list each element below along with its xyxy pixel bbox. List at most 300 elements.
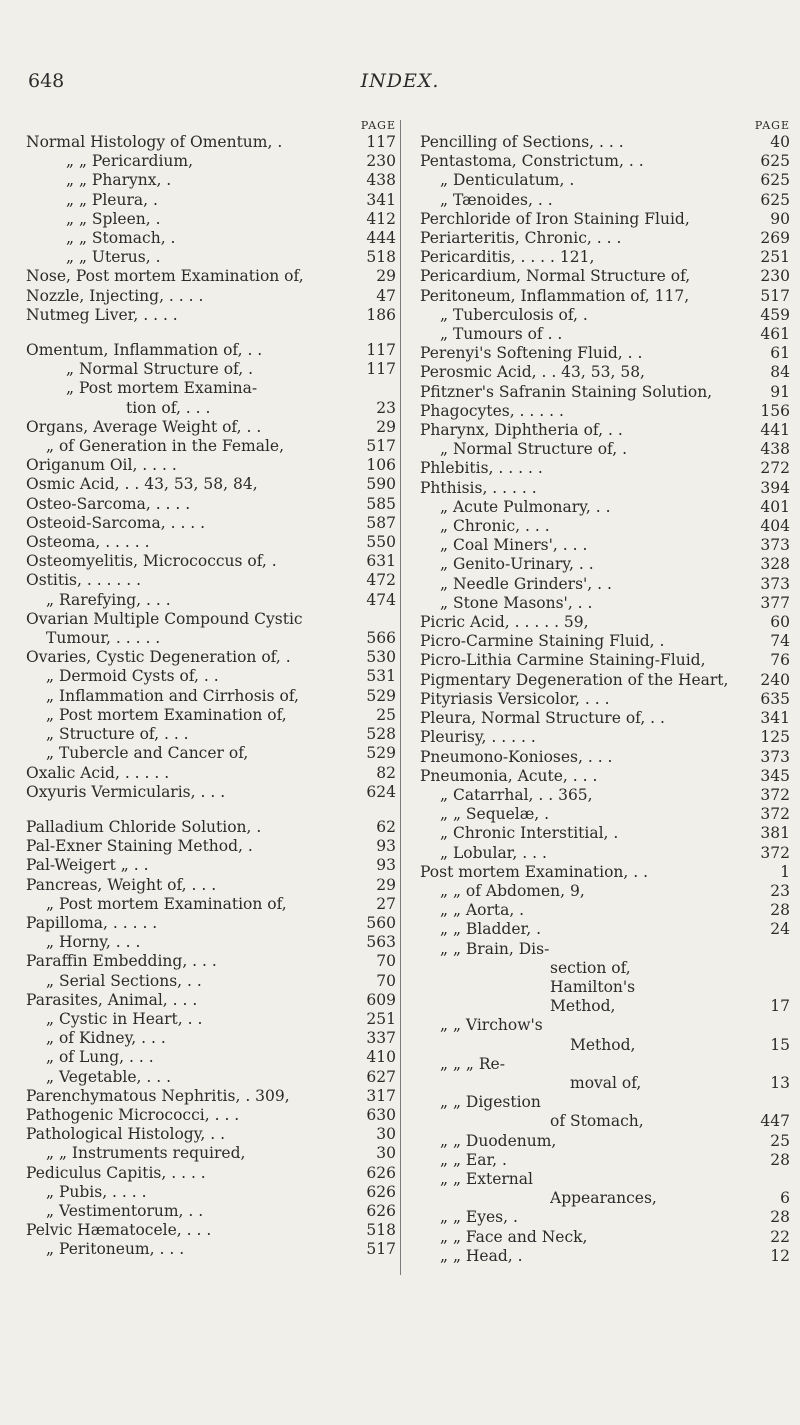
entry-page: 28 <box>770 1150 790 1169</box>
index-entry <box>420 383 790 402</box>
index-entry <box>26 1164 396 1183</box>
index-entry <box>26 287 396 306</box>
index-entry <box>26 171 396 190</box>
index-entry <box>420 229 790 248</box>
entry-text: „ „ Digestion <box>440 1093 541 1112</box>
entry-text: Pathogenic Micrococci, . . . <box>26 1105 240 1124</box>
entry-text: „ Cystic in Heart, . . <box>46 1009 203 1028</box>
index-entry <box>26 191 396 210</box>
entry-text: „ „ Instruments required, <box>46 1144 246 1163</box>
entry-text: Post mortem Examination, . . <box>420 862 649 881</box>
entry-text: Perchloride of Iron Staining Fluid, <box>420 209 690 228</box>
index-entry <box>26 706 396 725</box>
entry-page: 401 <box>760 497 790 516</box>
index-entry <box>26 764 396 783</box>
index-entry <box>420 536 790 555</box>
entry-page: 6 <box>780 1189 790 1208</box>
entry-page: 70 <box>376 971 396 990</box>
entry-page: 517 <box>366 1240 396 1259</box>
index-entry <box>26 856 396 875</box>
entry-page: 531 <box>366 667 396 686</box>
index-entry <box>420 1112 790 1131</box>
entry-page: 29 <box>376 417 396 436</box>
entry-text: Oxalic Acid, . . . . . <box>26 763 170 782</box>
index-entry <box>26 437 396 456</box>
right-entries <box>420 133 790 1266</box>
entry-text: Tumour, . . . . . <box>46 629 161 648</box>
entry-page: 373 <box>760 747 790 766</box>
entry-page: 472 <box>366 571 396 590</box>
entry-page: 341 <box>760 709 790 728</box>
index-entry <box>420 920 790 939</box>
entry-page: 22 <box>770 1227 790 1246</box>
entry-text: Periarteritis, Chronic, . . . <box>420 229 622 248</box>
entry-page: 410 <box>366 1048 396 1067</box>
index-entry <box>26 514 396 533</box>
entry-page: 91 <box>770 382 790 401</box>
entry-page: 24 <box>770 920 790 939</box>
index-entry <box>420 267 790 286</box>
entry-page: 47 <box>376 286 396 305</box>
entry-page: 251 <box>760 248 790 267</box>
entry-text: „ Post mortem Examination of, <box>46 894 287 913</box>
entry-text: Peritoneum, Inflammation of, 117, <box>420 286 690 305</box>
entry-page: 394 <box>760 478 790 497</box>
entry-text: „ of Generation in the Female, <box>46 437 284 456</box>
entry-page: 93 <box>376 856 396 875</box>
entry-text: Pityriasis Versicolor, . . . <box>420 689 610 708</box>
index-entry <box>26 1240 396 1259</box>
index-entry <box>26 379 396 398</box>
entry-page: 518 <box>366 1221 396 1240</box>
entry-text: section of, <box>550 958 631 977</box>
entry-text: Pneumonia, Acute, . . . <box>420 766 598 785</box>
entry-text: „ „ Uterus, . <box>66 248 161 267</box>
index-entry <box>420 863 790 882</box>
entry-page: 30 <box>376 1144 396 1163</box>
entry-text: Normal Histology of Omentum, . <box>26 133 283 151</box>
entry-text: „ Normal Structure of, . <box>66 360 254 379</box>
index-entry <box>26 475 396 494</box>
entry-page: 625 <box>760 152 790 171</box>
entry-page: 15 <box>770 1035 790 1054</box>
index-entry <box>420 1208 790 1227</box>
index-entry <box>26 1125 396 1144</box>
entry-page: 631 <box>366 552 396 571</box>
index-entry <box>420 959 790 978</box>
entry-text: Pancreas, Weight of, . . . <box>26 875 217 894</box>
entry-text: Pelvic Hæmatocele, . . . <box>26 1221 212 1240</box>
entry-text: „ Stone Masons', . . <box>440 593 593 612</box>
index-entry <box>420 940 790 959</box>
entry-page: 372 <box>760 785 790 804</box>
index-entry <box>420 344 790 363</box>
entry-text: Nozzle, Injecting, . . . . <box>26 286 204 305</box>
entry-page: 84 <box>770 363 790 382</box>
entry-text: „ „ Aorta, . <box>440 901 525 920</box>
entry-text: Osteo-Sarcoma, . . . . <box>26 494 191 513</box>
entry-page: 60 <box>770 613 790 632</box>
index-entry <box>26 1221 396 1240</box>
index-entry <box>420 459 790 478</box>
entry-text: „ Normal Structure of, . <box>440 440 628 459</box>
entry-page: 381 <box>760 824 790 843</box>
entry-page: 609 <box>366 990 396 1009</box>
entry-text: „ Serial Sections, . . <box>46 971 202 990</box>
entry-text: „ „ Eyes, . <box>440 1208 518 1227</box>
entry-text: „ Chronic Interstitial, . <box>440 824 619 843</box>
index-entry <box>26 667 396 686</box>
entry-text: Organs, Average Weight of, . . <box>26 417 262 436</box>
right-index-column <box>420 118 790 1266</box>
index-entry <box>420 882 790 901</box>
index-entry <box>26 1106 396 1125</box>
index-entry <box>420 1189 790 1208</box>
entry-text: Pharynx, Diphtheria of, . . <box>420 421 623 440</box>
entry-page: 28 <box>770 1208 790 1227</box>
entry-page: 230 <box>760 267 790 286</box>
entry-page: 373 <box>760 574 790 593</box>
entry-page: 560 <box>366 913 396 932</box>
entry-page: 117 <box>366 360 396 379</box>
entry-page: 372 <box>760 843 790 862</box>
entry-text: „ of Kidney, . . . <box>46 1029 166 1048</box>
entry-text: „ Structure of, . . . <box>46 725 189 744</box>
entry-page: 444 <box>366 229 396 248</box>
entry-text: Method, <box>550 997 616 1016</box>
index-entry <box>420 498 790 517</box>
entry-page: 585 <box>366 494 396 513</box>
entry-text: „ „ of Abdomen, 9, <box>440 881 585 900</box>
entry-text: „ Dermoid Cysts of, . . <box>46 667 219 686</box>
entry-page: 461 <box>760 325 790 344</box>
entry-text: Palladium Chloride Solution, . <box>26 817 262 836</box>
entry-text: „ Tuberculosis of, . <box>440 305 588 324</box>
entry-page: 529 <box>366 744 396 763</box>
entry-text: Method, <box>570 1035 636 1054</box>
entry-text: Hamilton's <box>550 977 636 996</box>
entry-text: Omentum, Inflammation of, . . <box>26 341 263 360</box>
entry-text: „ of Lung, . . . <box>46 1048 154 1067</box>
entry-text: „ Needle Grinders', . . <box>440 574 612 593</box>
entry-text: „ „ Face and Neck, <box>440 1227 588 1246</box>
entry-text: Pleurisy, . . . . . <box>420 728 536 747</box>
entry-text: „ Catarrhal, . . 365, <box>440 785 593 804</box>
index-entry <box>420 844 790 863</box>
entry-page: 23 <box>770 881 790 900</box>
index-entry <box>26 1029 396 1048</box>
index-entry <box>26 591 396 610</box>
entry-text: „ „ External <box>440 1169 533 1188</box>
entry-text: „ Rarefying, . . . <box>46 590 171 609</box>
entry-text: „ Tænoides, . . <box>440 190 553 209</box>
entry-page: 125 <box>760 728 790 747</box>
index-entry <box>420 306 790 325</box>
entry-text: Pigmentary Degeneration of the Heart, <box>420 670 729 689</box>
entry-text: „ „ Bladder, . <box>440 920 542 939</box>
index-entry <box>420 824 790 843</box>
index-entry <box>26 210 396 229</box>
entry-page: 240 <box>760 670 790 689</box>
entry-page: 438 <box>366 171 396 190</box>
entry-page: 529 <box>366 686 396 705</box>
entry-text: „ Inflammation and Cirrhosis of, <box>46 686 299 705</box>
index-entry <box>420 632 790 651</box>
index-entry <box>420 402 790 421</box>
entry-text: „ Tubercle and Cancer of, <box>46 744 249 763</box>
entry-text: Nose, Post mortem Examination of, <box>26 267 304 286</box>
entry-page: 566 <box>366 629 396 648</box>
entry-text: „ Vestimentorum, . . <box>46 1201 204 1220</box>
entry-page: 563 <box>366 933 396 952</box>
entry-page: 372 <box>760 805 790 824</box>
index-entry <box>420 786 790 805</box>
entry-text: „ Vegetable, . . . <box>46 1067 172 1086</box>
index-entry <box>420 690 790 709</box>
entry-text: „ Coal Miners', . . . <box>440 536 588 555</box>
index-entry <box>420 901 790 920</box>
entry-page: 317 <box>366 1086 396 1105</box>
entry-page: 186 <box>366 305 396 324</box>
entry-page: 341 <box>366 190 396 209</box>
entry-text: Pathological Histology, . . <box>26 1125 226 1144</box>
index-entry <box>26 418 396 437</box>
entry-page: 23 <box>376 398 396 417</box>
index-entry <box>26 914 396 933</box>
index-entry <box>26 399 396 418</box>
entry-text: „ „ Sequelæ, . <box>440 805 550 824</box>
entry-page: 28 <box>770 901 790 920</box>
entry-page: 625 <box>760 171 790 190</box>
index-entry <box>420 479 790 498</box>
index-entry <box>26 895 396 914</box>
index-entry <box>420 728 790 747</box>
entry-text: Origanum Oil, . . . . <box>26 456 177 475</box>
page-label: PAGE <box>754 119 790 132</box>
entry-page: 518 <box>366 248 396 267</box>
column-divider <box>400 120 401 1275</box>
entry-page: 1 <box>780 862 790 881</box>
entry-page: 438 <box>760 440 790 459</box>
entry-text: Parenchymatous Nephritis, . 309, <box>26 1086 290 1105</box>
entry-text: „ „ Ear, . <box>440 1150 507 1169</box>
index-entry <box>420 555 790 574</box>
index-entry <box>26 341 396 360</box>
index-entry <box>26 610 396 629</box>
index-entry <box>420 191 790 210</box>
entry-text: Pentastoma, Constrictum, . . <box>420 152 644 171</box>
entry-page: 625 <box>760 190 790 209</box>
entry-page: 447 <box>760 1112 790 1131</box>
index-entry <box>26 725 396 744</box>
index-entry <box>420 978 790 997</box>
entry-page: 412 <box>366 209 396 228</box>
entry-page: 635 <box>760 689 790 708</box>
entry-page: 626 <box>366 1182 396 1201</box>
entry-text: Perosmic Acid, . . 43, 53, 58, <box>420 363 645 382</box>
entry-page: 29 <box>376 875 396 894</box>
index-entry <box>420 1228 790 1247</box>
index-entry <box>26 360 396 379</box>
entry-text: Osteomyelitis, Micrococcus of, . <box>26 552 277 571</box>
entry-text: Picro-Lithia Carmine Staining-Fluid, <box>420 651 706 670</box>
index-entry <box>26 687 396 706</box>
entry-page: 373 <box>760 536 790 555</box>
entry-text: Pericardium, Normal Structure of, <box>420 267 691 286</box>
entry-page: 90 <box>770 209 790 228</box>
index-entry <box>420 1151 790 1170</box>
entry-page: 25 <box>376 705 396 724</box>
entry-page: 30 <box>376 1125 396 1144</box>
entry-page: 29 <box>376 267 396 286</box>
entry-text: Osteoid-Sarcoma, . . . . <box>26 513 206 532</box>
index-entry <box>26 818 396 837</box>
entry-text: „ Peritoneum, . . . <box>46 1240 185 1259</box>
index-entry <box>420 1170 790 1189</box>
entry-page: 630 <box>366 1105 396 1124</box>
section-gap <box>26 325 396 341</box>
index-entry <box>420 421 790 440</box>
index-entry <box>420 805 790 824</box>
index-entry <box>420 440 790 459</box>
entry-text: Nutmeg Liver, . . . . <box>26 305 178 324</box>
entry-page: 230 <box>366 152 396 171</box>
entry-text: „ „ Head, . <box>440 1246 523 1265</box>
index-entry <box>26 837 396 856</box>
entry-text: Pfitzner's Safranin Staining Solution, <box>420 382 713 401</box>
index-entry <box>420 1093 790 1112</box>
index-entry <box>420 325 790 344</box>
entry-page: 590 <box>366 475 396 494</box>
entry-text: Papilloma, . . . . . <box>26 913 158 932</box>
entry-text: Phlebitis, . . . . . <box>420 459 543 478</box>
index-entry <box>420 1074 790 1093</box>
entry-text: of Stomach, <box>550 1112 644 1131</box>
entry-text: „ „ Virchow's <box>440 1016 543 1035</box>
entry-text: „ „ Stomach, . <box>66 229 176 248</box>
entry-text: „ Denticulatum, . <box>440 171 575 190</box>
entry-text: „ Genito-Urinary, . . <box>440 555 594 574</box>
index-entry <box>420 613 790 632</box>
entry-page: 106 <box>366 456 396 475</box>
entry-page: 530 <box>366 648 396 667</box>
entry-page: 517 <box>760 286 790 305</box>
entry-page: 550 <box>366 533 396 552</box>
entry-text: Pal-Weigert „ . . <box>26 856 149 875</box>
left-index-column <box>26 118 396 1260</box>
entry-page: 82 <box>376 763 396 782</box>
entry-page: 62 <box>376 817 396 836</box>
entry-page: 76 <box>770 651 790 670</box>
entry-page: 328 <box>760 555 790 574</box>
index-entry <box>26 533 396 552</box>
entry-text: tion of, . . . <box>126 398 211 417</box>
index-entry <box>26 152 396 171</box>
index-entry <box>420 997 790 1016</box>
entry-text: „ „ Pleura, . <box>66 190 158 209</box>
entry-page: 627 <box>366 1067 396 1086</box>
index-entry <box>420 671 790 690</box>
index-entry <box>420 1016 790 1035</box>
index-entry <box>26 495 396 514</box>
running-head: INDEX. <box>360 70 440 92</box>
index-entry <box>26 552 396 571</box>
entry-page: 345 <box>760 766 790 785</box>
entry-page: 74 <box>770 632 790 651</box>
index-entry <box>26 1202 396 1221</box>
entry-text: Picric Acid, . . . . . 59, <box>420 613 589 632</box>
entry-page: 27 <box>376 894 396 913</box>
page-number: 648 <box>28 70 65 92</box>
entry-text: Ostitis, . . . . . . <box>26 571 142 590</box>
entry-text: Pencilling of Sections, . . . <box>420 133 624 151</box>
entry-text: Osmic Acid, . . 43, 53, 58, 84, <box>26 475 258 494</box>
entry-page: 337 <box>366 1029 396 1048</box>
entry-text: Picro-Carmine Staining Fluid, . <box>420 632 665 651</box>
entry-text: Pneumono-Konioses, . . . <box>420 747 613 766</box>
index-entry <box>26 629 396 648</box>
index-entry <box>420 709 790 728</box>
index-entry <box>26 1144 396 1163</box>
index-entry <box>420 517 790 536</box>
index-entry <box>26 1048 396 1067</box>
entry-page: 626 <box>366 1201 396 1220</box>
entry-text: Phthisis, . . . . . <box>420 478 537 497</box>
entry-page: 377 <box>760 593 790 612</box>
entry-page: 93 <box>376 837 396 856</box>
page-label: PAGE <box>360 119 396 132</box>
entry-page: 474 <box>366 590 396 609</box>
index-entry <box>420 575 790 594</box>
entry-page: 117 <box>366 133 396 151</box>
index-entry <box>420 1055 790 1074</box>
index-entry <box>420 133 790 152</box>
entry-text: Parasites, Animal, . . . <box>26 990 198 1009</box>
entry-text: Pleura, Normal Structure of, . . <box>420 709 665 728</box>
index-entry <box>26 133 396 152</box>
index-entry <box>26 991 396 1010</box>
entry-text: Perenyi's Softening Fluid, . . <box>420 344 643 363</box>
index-entry <box>26 267 396 286</box>
entry-page: 17 <box>770 997 790 1016</box>
entry-text: „ Acute Pulmonary, . . <box>440 497 611 516</box>
entry-page: 70 <box>376 952 396 971</box>
entry-page: 624 <box>366 782 396 801</box>
entry-page: 528 <box>366 725 396 744</box>
entry-text: Ovarian Multiple Compound Cystic <box>26 609 303 628</box>
entry-page: 40 <box>770 133 790 151</box>
entry-text: Appearances, <box>550 1189 657 1208</box>
index-entry <box>26 1183 396 1202</box>
index-entry <box>420 651 790 670</box>
entry-page: 517 <box>366 437 396 456</box>
index-entry <box>26 783 396 802</box>
entry-text: Pericarditis, . . . . 121, <box>420 248 595 267</box>
entry-page: 587 <box>366 513 396 532</box>
left-entries <box>26 133 396 1260</box>
entry-text: „ Post mortem Examination of, <box>46 705 287 724</box>
entry-page: 25 <box>770 1131 790 1150</box>
entry-text: „ Lobular, . . . <box>440 843 547 862</box>
entry-page: 441 <box>760 421 790 440</box>
index-entry <box>26 1068 396 1087</box>
index-entry <box>420 1132 790 1151</box>
index-entry <box>26 876 396 895</box>
entry-page: 269 <box>760 229 790 248</box>
entry-text: „ „ Spleen, . <box>66 209 161 228</box>
entry-text: moval of, <box>570 1073 642 1092</box>
entry-page: 251 <box>366 1009 396 1028</box>
